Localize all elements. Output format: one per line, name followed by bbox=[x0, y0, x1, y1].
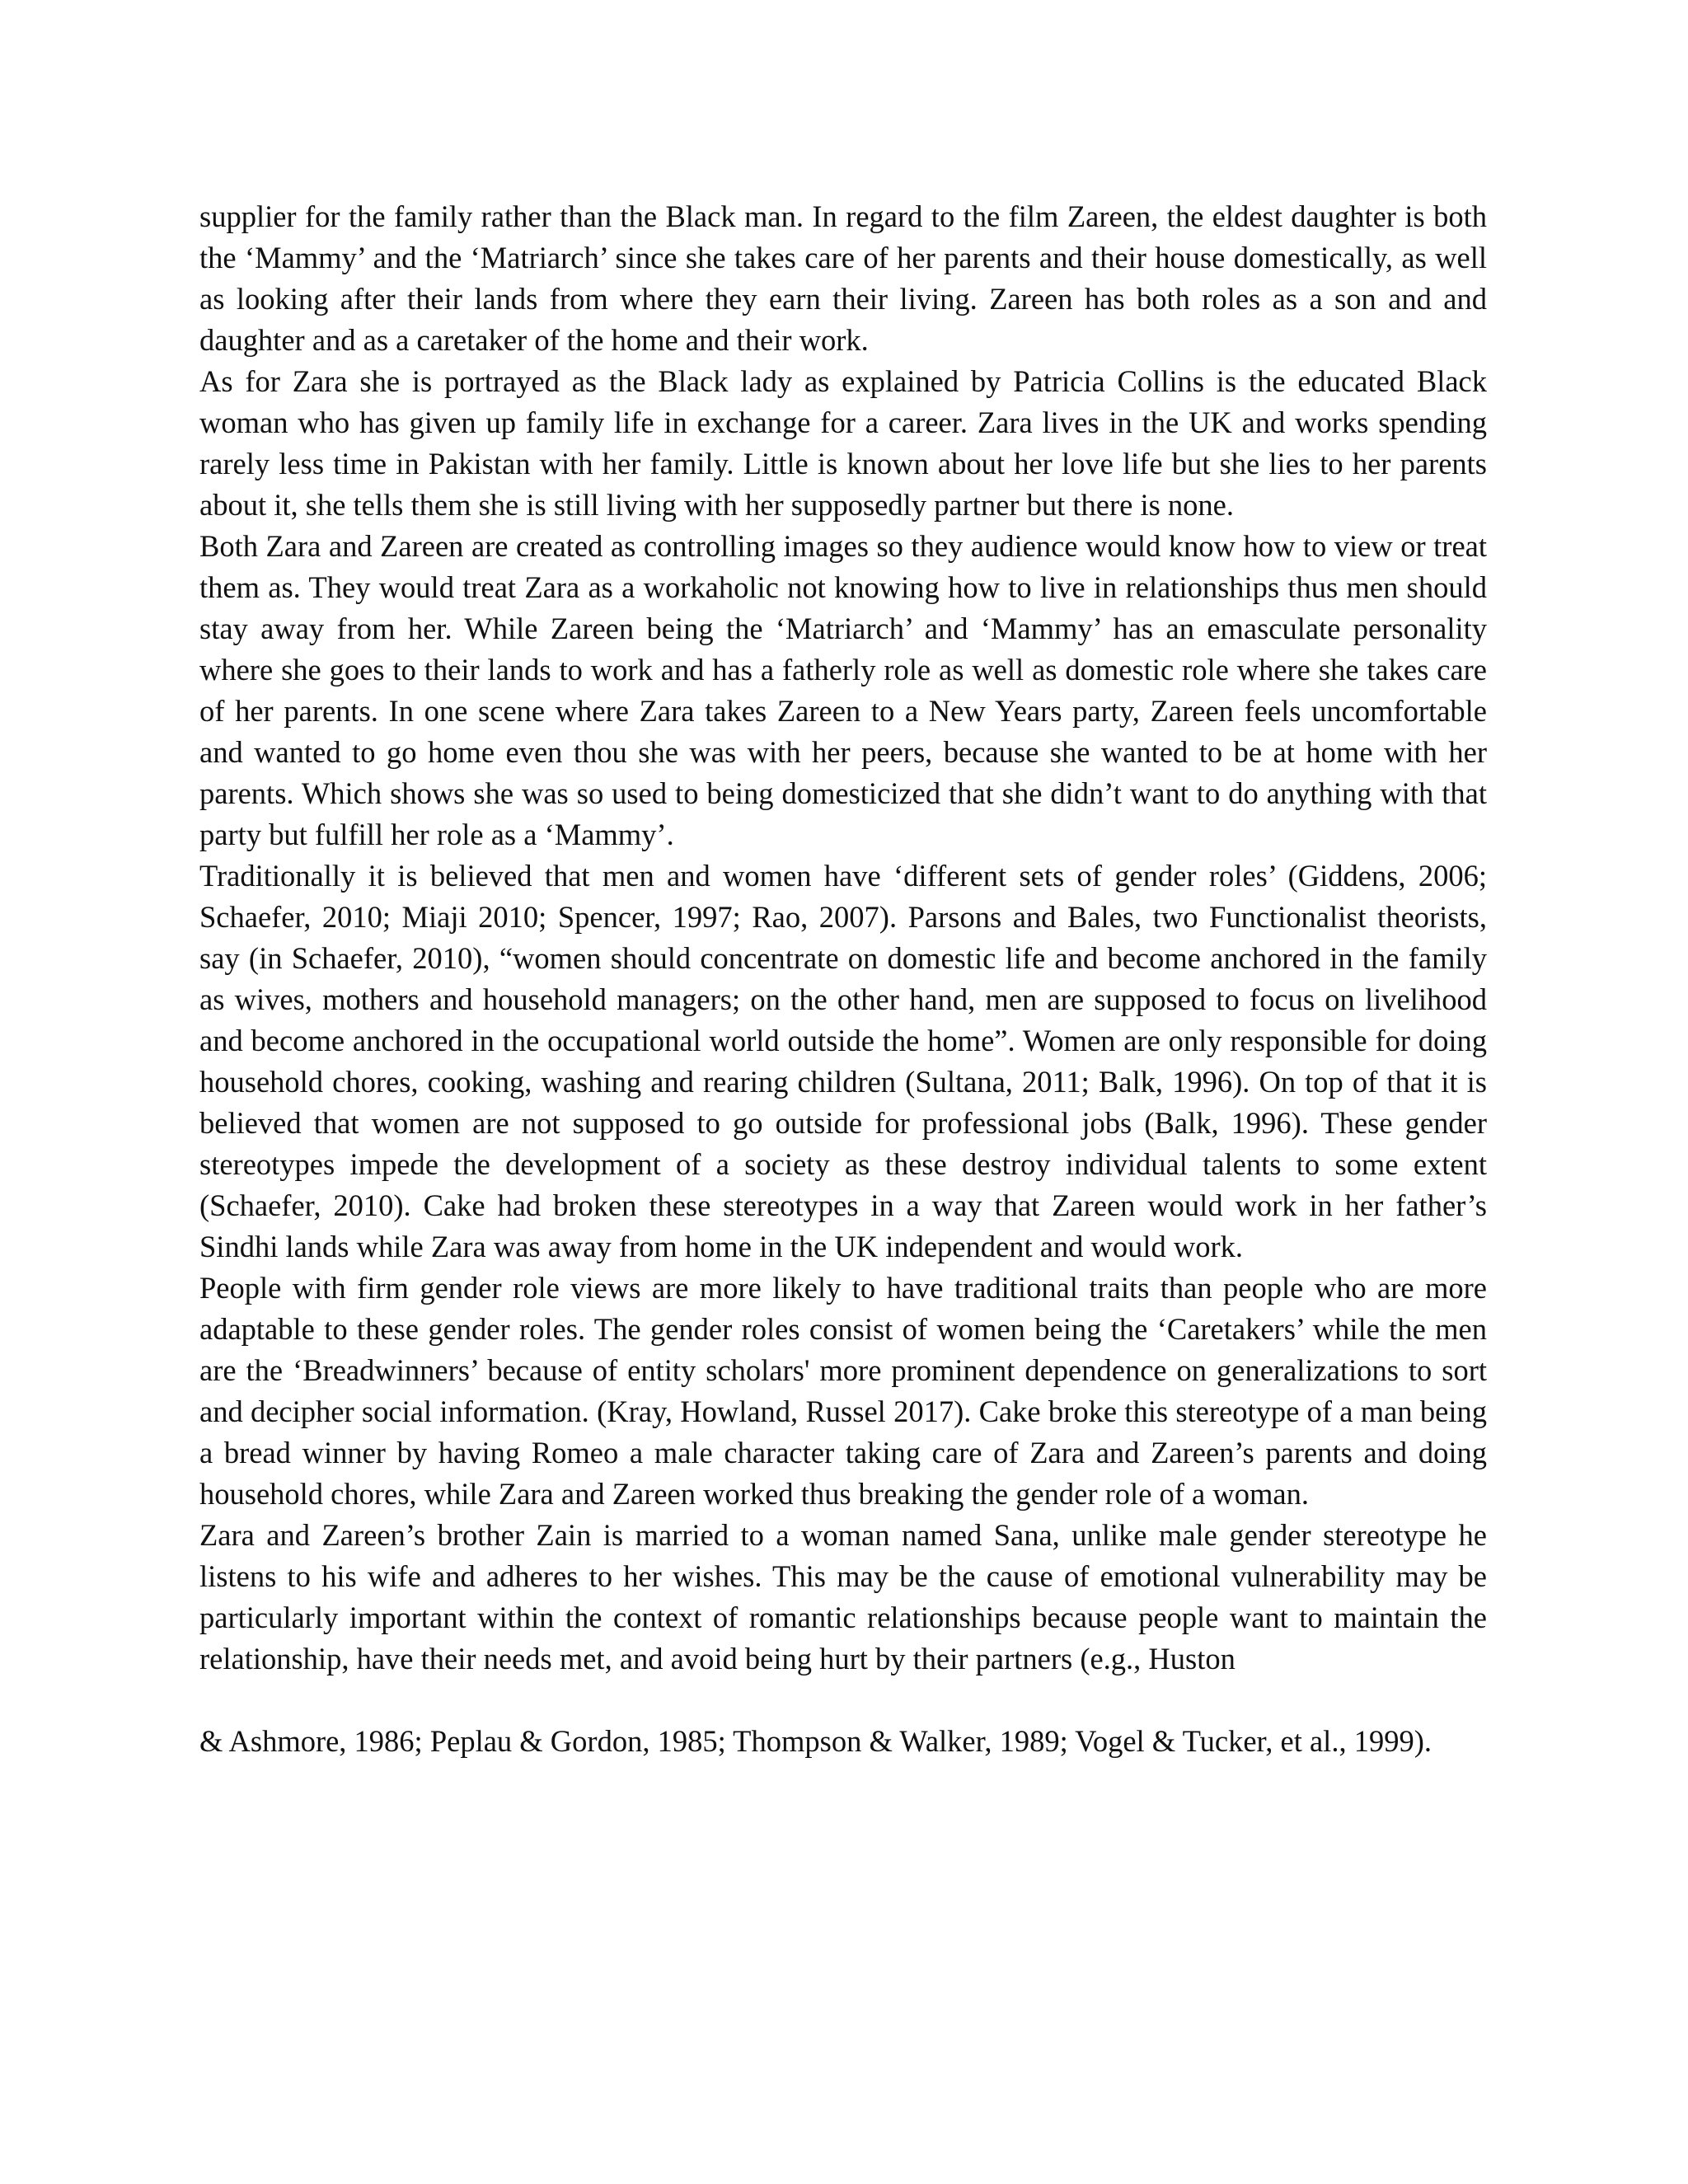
paragraph-1: supplier for the family rather than the Black man. In regard to the film Zareen, the eldest daughter is both the ‘Mammy’ and the ‘Matriarch’ since she takes care of her parents and their house domestically, as well as looking after their lands from where they earn their living. Zareen has both roles as a son and and daughter and as a caretaker of the home and their work. bbox=[199, 199, 1487, 357]
paragraph-5: People with firm gender role views are more likely to have traditional traits than people who are more adaptable to these gender roles. The gender roles consist of women being the ‘Caretakers’ while the men are the ‘Breadwinners’ because of entity scholars' more prominent dependence on generalizations to sort and decipher social information. (Kray, Howland, Russel 2017). Cake broke this stereotype of a man being a bread winner by having Romeo a male character taking care of Zara and Zareen’s parents and doing household chores, while Zara and Zareen worked thus breaking the gender role of a woman. bbox=[199, 1271, 1487, 1511]
paragraph-2: As for Zara she is portrayed as the Black lady as explained by Patricia Collins is the educated Black woman who has given up family life in exchange for a career. Zara lives in the UK and works spending rarely less time in Pakistan with her family. Little is known about her love life but she lies to her parents about it, she tells them she is still living with her supposedly partner but there is none. bbox=[199, 364, 1487, 522]
paragraph-4: Traditionally it is believed that men and women have ‘different sets of gender roles’ (Giddens, 2006; Schaefer, 2010; Miaji 2010; Spencer, 1997; Rao, 2007). Parsons and Bales, two Functionalist theorists, say (in Schaefer, 2010), “women should concentrate on domestic life and become anchored in the family as wives, mothers and household managers; on the other hand, men are supposed to focus on livelihood and become anchored in the occupational world outside the home”. Women are only responsible for doing household chores, cooking, washing and rearing children (Sultana, 2011; Balk, 1996). On top of that it is believed that women are not supposed to go outside for professional jobs (Balk, 1996). These gender stereotypes impede the development of a society as these destroy individual talents to some extent (Schaefer, 2010). Cake had broken these stereotypes in a way that Zareen would work in her father’s Sindhi lands while Zara was away from home in the UK independent and would work. bbox=[199, 859, 1487, 1263]
body-text bbox=[199, 196, 1487, 1762]
paragraph-3: Both Zara and Zareen are created as controlling images so they audience would know how to view or treat them as. They would treat Zara as a workaholic not knowing how to live in relationships thus men should stay away from her. While Zareen being the ‘Matriarch’ and ‘Mammy’ has an emasculate personality where she goes to their lands to work and has a fatherly role as well as domestic role where she takes care of her parents. In one scene where Zara takes Zareen to a New Years party, Zareen feels uncomfortable and wanted to go home even thou she was with her peers, because she wanted to be at home with her parents. Which shows she was so used to being domesticized that she didn’t want to do anything with that party but fulfill her role as a ‘Mammy’. bbox=[199, 529, 1487, 851]
paragraph-7-citation-continuation: & Ashmore, 1986; Peplau & Gordon, 1985; Thompson & Walker, 1989; Vogel & Tucker, et al., 1999). bbox=[199, 1724, 1432, 1758]
paragraph-6: Zara and Zareen’s brother Zain is married to a woman named Sana, unlike male gender stereotype he listens to his wife and adheres to her wishes. This may be the cause of emotional vulnerability may be particularly important within the context of romantic relationships because people want to maintain the relationship, have their needs met, and avoid being hurt by their partners (e.g., Huston bbox=[199, 1518, 1487, 1675]
